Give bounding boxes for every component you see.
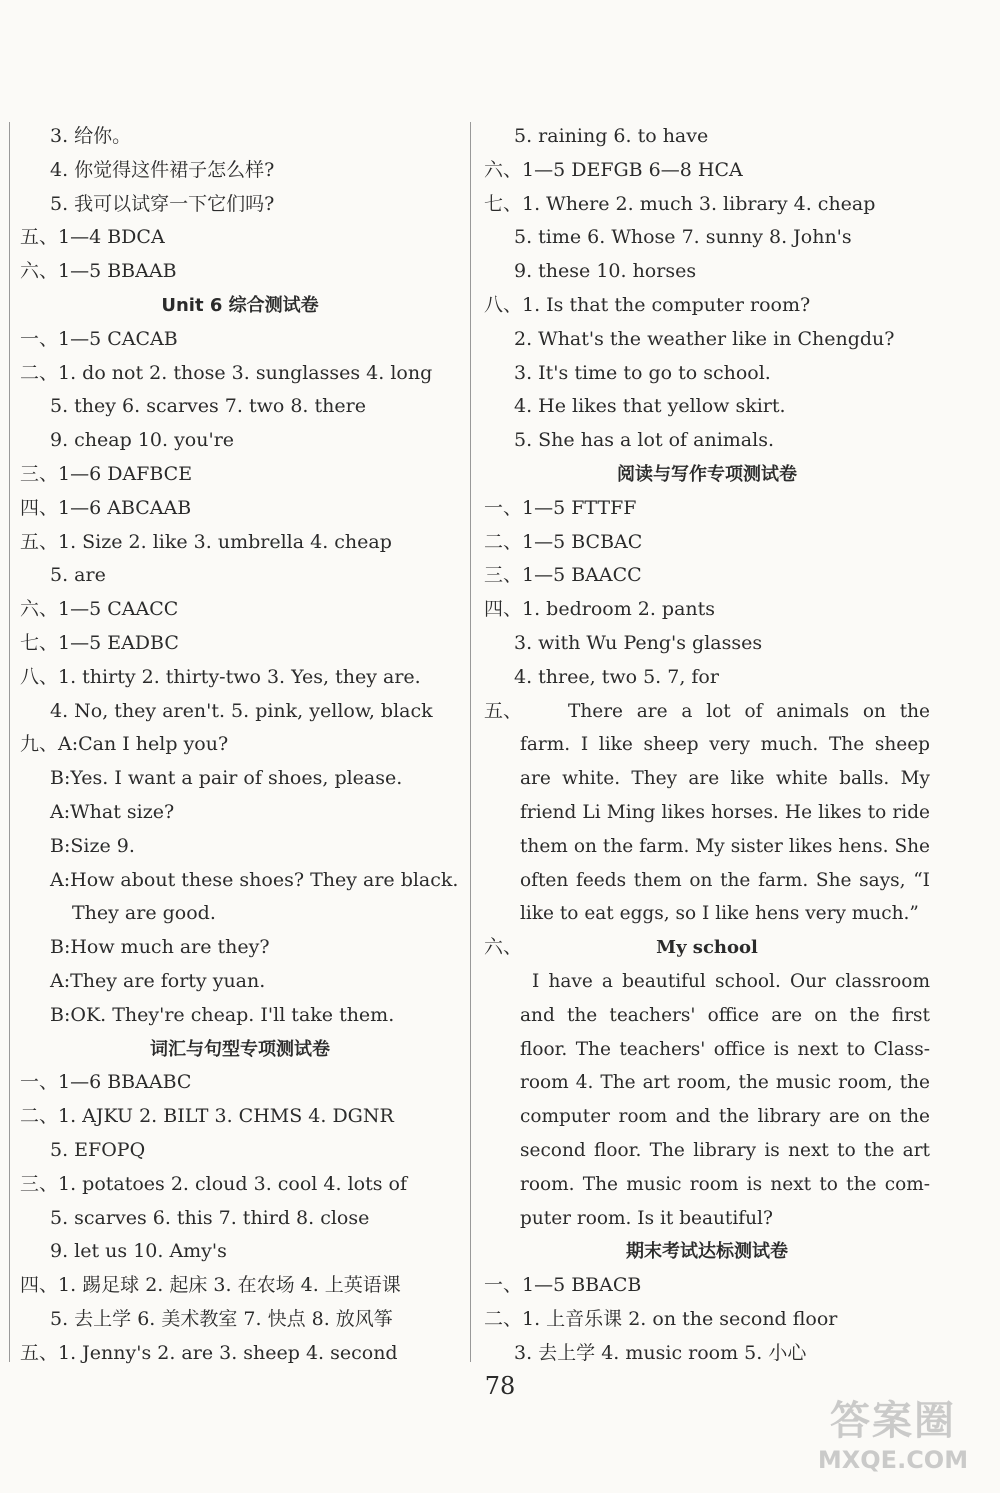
left-column: [20, 120, 460, 1370]
answer-line: 3. with Wu Peng's glasses: [514, 631, 763, 654]
answer-line: 一、1—5 CACAB: [20, 327, 178, 350]
answer-line: B:How much are they?: [50, 936, 270, 959]
watermark-logo: [808, 1389, 978, 1479]
answer-line: 3. It's time to go to school.: [514, 361, 771, 384]
answer-line: B:OK. They're cheap. I'll take them.: [50, 1003, 395, 1026]
answer-line: 五、1. Jenny's 2. are 3. sheep 4. second: [20, 1341, 398, 1364]
watermark-line-1: 答案圈: [830, 1398, 956, 1444]
answer-line: They are good.: [72, 902, 216, 925]
answer-line: B:Size 9.: [50, 834, 135, 857]
answer-line: 七、1. Where 2. much 3. library 4. cheap: [484, 192, 876, 215]
answer-line: 八、1. Is that the computer room?: [484, 293, 811, 316]
answer-line: 二、1. 上音乐课 2. on the second floor: [484, 1307, 838, 1330]
answer-line: 四、1. 踢足球 2. 起床 3. 在农场 4. 上英语课: [20, 1274, 401, 1297]
answer-line: 2. What's the weather like in Chengdu?: [514, 327, 895, 350]
left-margin-rule: [9, 122, 10, 1362]
answer-line: 5. raining 6. to have: [514, 125, 709, 147]
essay-2-label: 六、: [484, 936, 523, 959]
answer-line: 三、1—6 DAFBCE: [20, 462, 193, 485]
essay-2-text: I have a beautiful school. Our classroom and the teachers' office are on the first floor. The teachers' office is next to Class-room 4. The art room, the music room, the computer room and the library are on the second floor. The library is next to the art room. The music room is next to the com-puter room. Is it beautiful?: [520, 970, 930, 1229]
answer-line: 5. time 6. Whose 7. sunny 8. John's: [514, 226, 852, 249]
right-column: [484, 120, 930, 1370]
answer-line: 4. He likes that yellow skirt.: [514, 395, 786, 418]
answer-line: 四、1. bedroom 2. pants: [484, 598, 716, 621]
section-heading: 词汇与句型专项测试卷: [150, 1038, 330, 1060]
watermark-line-2: MXQE.COM: [817, 1446, 969, 1474]
answer-line: B:Yes. I want a pair of shoes, please.: [50, 767, 403, 790]
column-divider: [470, 122, 471, 1362]
answer-line: 一、1—5 BBACB: [484, 1274, 642, 1297]
answer-line: 四、1—6 ABCAAB: [20, 496, 192, 519]
essay-2-title: My school: [656, 937, 758, 959]
answer-line: 二、1. AJKU 2. BILT 3. CHMS 4. DGNR: [20, 1105, 394, 1128]
answer-line: 三、1. potatoes 2. cloud 3. cool 4. lots of: [20, 1172, 407, 1195]
answer-line: 5. 我可以试穿一下它们吗?: [50, 192, 275, 215]
answer-line: 9. cheap 10. you're: [50, 429, 235, 452]
answer-line: 七、1—5 EADBC: [20, 631, 179, 654]
answer-line: 5. scarves 6. this 7. third 8. close: [50, 1206, 370, 1229]
answer-line: A:How about these shoes? They are black.: [50, 868, 459, 891]
section-heading: 期末考试达标测试卷: [626, 1241, 788, 1263]
section-heading: Unit 6 综合测试卷: [161, 294, 319, 316]
answer-line: 五、1. Size 2. like 3. umbrella 4. cheap: [20, 530, 392, 553]
answer-line: 3. 去上学 4. music room 5. 小心: [514, 1341, 807, 1364]
answer-line: 4. 你觉得这件裙子怎么样?: [50, 158, 275, 181]
answer-line: 4. No, they aren't. 5. pink, yellow, black: [50, 699, 433, 722]
answer-line: 5. 去上学 6. 美术教室 7. 快点 8. 放风筝: [50, 1307, 393, 1330]
answer-line: 5. are: [50, 564, 106, 587]
answer-line: 4. three, two 5. 7, for: [514, 665, 719, 688]
answer-line: 六、1—5 DEFGB 6—8 HCA: [484, 158, 743, 181]
answer-line: 3. 给你。: [50, 125, 132, 147]
answer-line: 一、1—6 BBAABC: [20, 1071, 192, 1094]
answer-line: 九、A:Can I help you?: [20, 733, 229, 756]
answer-line: 5. EFOPQ: [50, 1138, 146, 1161]
page-number: 78: [484, 1372, 516, 1400]
answer-line: A:What size?: [50, 800, 175, 823]
answer-line: 二、1—5 BCBAC: [484, 530, 643, 553]
answer-line: 一、1—5 FTTFF: [484, 496, 637, 519]
answer-line: 三、1—5 BAACC: [484, 564, 642, 587]
answer-line: A:They are forty yuan.: [50, 969, 266, 992]
answer-line: 五、1—4 BDCA: [20, 226, 165, 249]
essay-2: [484, 931, 930, 1235]
answer-line: 9. these 10. horses: [514, 260, 697, 283]
answer-line: 9. let us 10. Amy's: [50, 1240, 227, 1263]
essay-1-text: There are a lot of animals on the farm. I like sheep very much. The sheep are white. They are like white balls. My friend Li Ming likes horses. He likes to ride them on the farm. My sister likes hens. She often feeds them on the farm. She says, “I like to eat eggs, so I like hens very much.”: [520, 700, 930, 925]
answer-line: 六、1—5 BBAAB: [20, 260, 177, 283]
answer-line: 5. She has a lot of animals.: [514, 429, 774, 452]
essay-1: [484, 695, 930, 932]
essay-1-label: 五、: [484, 699, 523, 722]
section-heading: 阅读与写作专项测试卷: [617, 463, 797, 485]
answer-line: 二、1. do not 2. those 3. sunglasses 4. long: [20, 361, 433, 384]
answer-line: 八、1. thirty 2. thirty-two 3. Yes, they are.: [20, 665, 421, 688]
answer-line: 5. they 6. scarves 7. two 8. there: [50, 395, 366, 418]
answer-line: 六、1—5 CAACC: [20, 598, 179, 621]
